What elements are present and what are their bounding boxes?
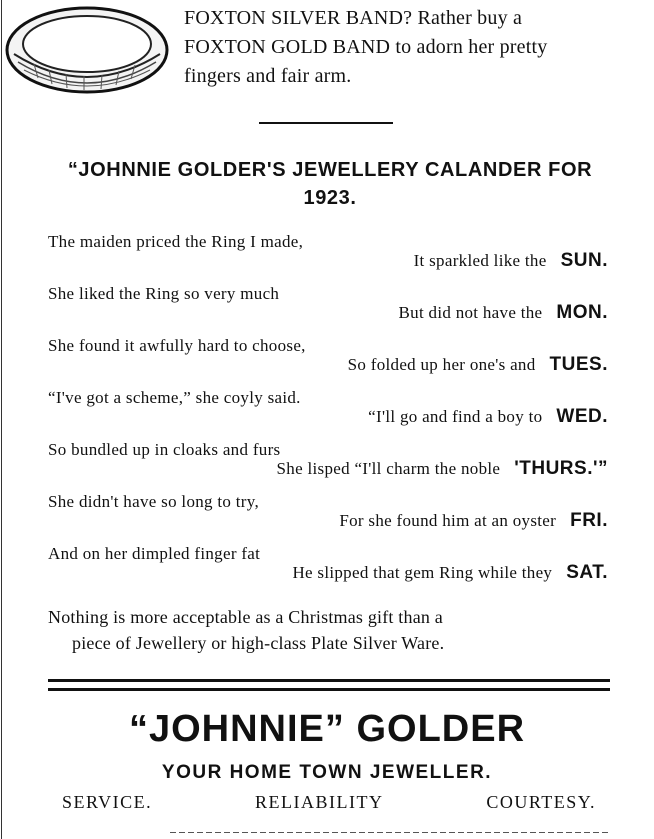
bottom-dashed-rule	[170, 832, 610, 833]
verse-line-with-day	[348, 354, 608, 376]
day-word: 'THURS.'”	[514, 458, 608, 479]
intro-line: fingers and fair arm.	[184, 65, 352, 87]
day-word: MON.	[556, 302, 608, 323]
headline-line: “JOHNNIE GOLDER'S JEWELLERY CALANDER FOR	[67, 159, 593, 181]
day-word: WED.	[556, 406, 608, 427]
verse-line-with-day	[277, 458, 608, 480]
verse-line: It sparkled like the	[413, 251, 547, 270]
shop-tagline: YOUR HOME TOWN JEWELLER.	[161, 762, 493, 783]
verse-block	[48, 232, 608, 596]
shop-name: “JOHNNIE” GOLDER	[128, 708, 526, 750]
intro-paragraph	[184, 4, 624, 91]
verse-line: He slipped that gem Ring while they	[292, 563, 553, 582]
day-word: SUN.	[560, 250, 608, 271]
verse-line: And on her dimpled finger fat	[48, 544, 261, 563]
verse-stanza	[48, 284, 608, 336]
double-rule-top	[48, 679, 610, 682]
intro-line: FOXTON SILVER BAND? Rather buy a	[184, 7, 523, 29]
shop-values	[62, 792, 596, 813]
ring-illustration	[4, 4, 170, 96]
verse-line-with-day	[368, 406, 608, 428]
verse-stanza	[48, 388, 608, 440]
verse-stanza	[48, 232, 608, 284]
verse-line: The maiden priced the Ring I made,	[48, 232, 304, 251]
closing-line: piece of Jewellery or high-class Plate Silver Ware.	[72, 633, 445, 653]
closing-line: Nothing is more acceptable as a Christmas gift than a	[48, 607, 443, 627]
day-word: SAT.	[566, 562, 608, 583]
verse-line: She found it awfully hard to choose,	[48, 336, 306, 355]
day-word: TUES.	[549, 354, 608, 375]
day-word: FRI.	[570, 510, 608, 531]
verse-line: So bundled up in cloaks and furs	[48, 440, 281, 459]
value-service: SERVICE.	[62, 792, 153, 812]
verse-line: She didn't have so long to try,	[48, 492, 259, 511]
double-rule-bottom	[48, 688, 610, 691]
calendar-headline	[40, 156, 620, 212]
divider-rule	[259, 122, 393, 124]
verse-line-with-day	[414, 250, 608, 272]
verse-line: But did not have the	[398, 303, 543, 322]
intro-line: FOXTON GOLD BAND to adorn her pretty	[184, 36, 548, 58]
value-courtesy: COURTESY.	[486, 792, 596, 812]
verse-line-with-day	[339, 510, 608, 532]
verse-line: So folded up her one's and	[347, 355, 536, 374]
verse-stanza	[48, 440, 608, 492]
verse-line: “I've got a scheme,” she coyly said.	[48, 388, 301, 407]
verse-line-with-day	[292, 562, 608, 584]
value-reliability: RELIABILITY	[254, 792, 384, 812]
verse-line: For she found him at an oyster	[339, 511, 557, 530]
headline-year: 1923.	[303, 187, 357, 209]
verse-line-with-day	[399, 302, 608, 324]
verse-line: She liked the Ring so very much	[48, 284, 280, 303]
verse-line: She lisped “I'll charm the noble	[276, 459, 501, 478]
verse-stanza	[48, 336, 608, 388]
verse-line: “I'll go and find a boy to	[368, 407, 543, 426]
verse-stanza	[48, 544, 608, 596]
closing-paragraph	[48, 604, 610, 656]
verse-stanza	[48, 492, 608, 544]
